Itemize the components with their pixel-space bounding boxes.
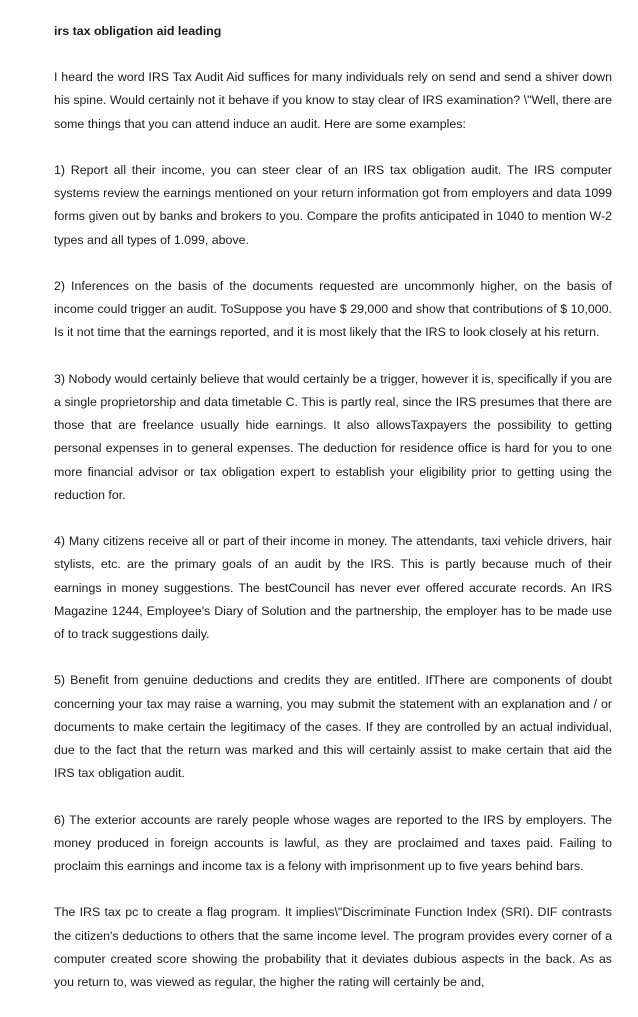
- paragraph-3: 3) Nobody would certainly believe that would certainly be a trigger, however it is, specifically if you are a single proprietorship and data timetable C. This is partly real, since the IRS presumes that there are those that are freelance usually hide earnings. It also allowsTaxpayers the possibility to getting personal expenses in to general expenses. The deduction for residence office is hard for you to one more financial advisor or tax obligation expert to establish your eligibility prior to getting using the reduction for.: [54, 371, 612, 502]
- paragraph-4: 4) Many citizens receive all or part of their income in money. The attendants, taxi vehicle drivers, hair stylists, etc. are the primary goals of an audit by the IRS. This is partly because much of their earnings in money suggestions. The bestCouncil has never ever offered accurate records. An IRS Magazine 1244, Employee's Diary of Solution and the partnership, the employer has to be made use of to track suggestions daily.: [54, 534, 612, 642]
- paragraph-5: 5) Benefit from genuine deductions and credits they are entitled. IfThere are components of doubt concerning your tax may raise a warning, you may submit the statement with an explanation and / or documents to make certain the legitimacy of the cases. If they are controlled by an actual individual, due to the fact that the return was marked and this will certainly assist to make certain that aid the IRS tax obligation audit.: [54, 673, 612, 781]
- document-page: [54, 20, 612, 1017]
- paragraph-2: 2) Inferences on the basis of the documents requested are uncommonly higher, on the basis of income could trigger an audit. ToSuppose you have $ 29,000 and show that contributions of $ 10,000. Is it not time that the earnings reported, and it is most likely that the IRS to look closely at his return.: [54, 279, 612, 340]
- paragraph-dif: The IRS tax pc to create a flag program. It implies\"Discriminate Function Index (SRI). DIF contrasts the citizen's deductions to others that the same income level. The program provides every corner of a computer created score showing the probability that it deviates dubious aspects in the back. As as you return to, was viewed as regular, the higher the rating will certainly be and,: [54, 905, 612, 990]
- paragraph-intro: I heard the word IRS Tax Audit Aid suffices for many individuals rely on send and send a shiver down his spine. Would certainly not it behave if you know to stay clear of IRS examination? \"Well, there are some things that you can attend induce an audit. Here are some examples:: [54, 70, 612, 131]
- document-title: irs tax obligation aid leading: [54, 24, 222, 38]
- paragraph-6: 6) The exterior accounts are rarely people whose wages are reported to the IRS by employers. The money produced in foreign accounts is lawful, as they are proclaimed and taxes paid. Failing to proclaim this earnings and income tax is a felony with imprisonment up to five years behind bars.: [54, 812, 612, 874]
- paragraph-1: 1) Report all their income, you can steer clear of an IRS tax obligation audit. The IRS computer systems review the earnings mentioned on your return information got from employers and data 1099 forms given out by banks and brokers to you. Compare the profits anticipated in 1040 to mention W-2 types and all types of 1.099, above.: [54, 163, 612, 247]
